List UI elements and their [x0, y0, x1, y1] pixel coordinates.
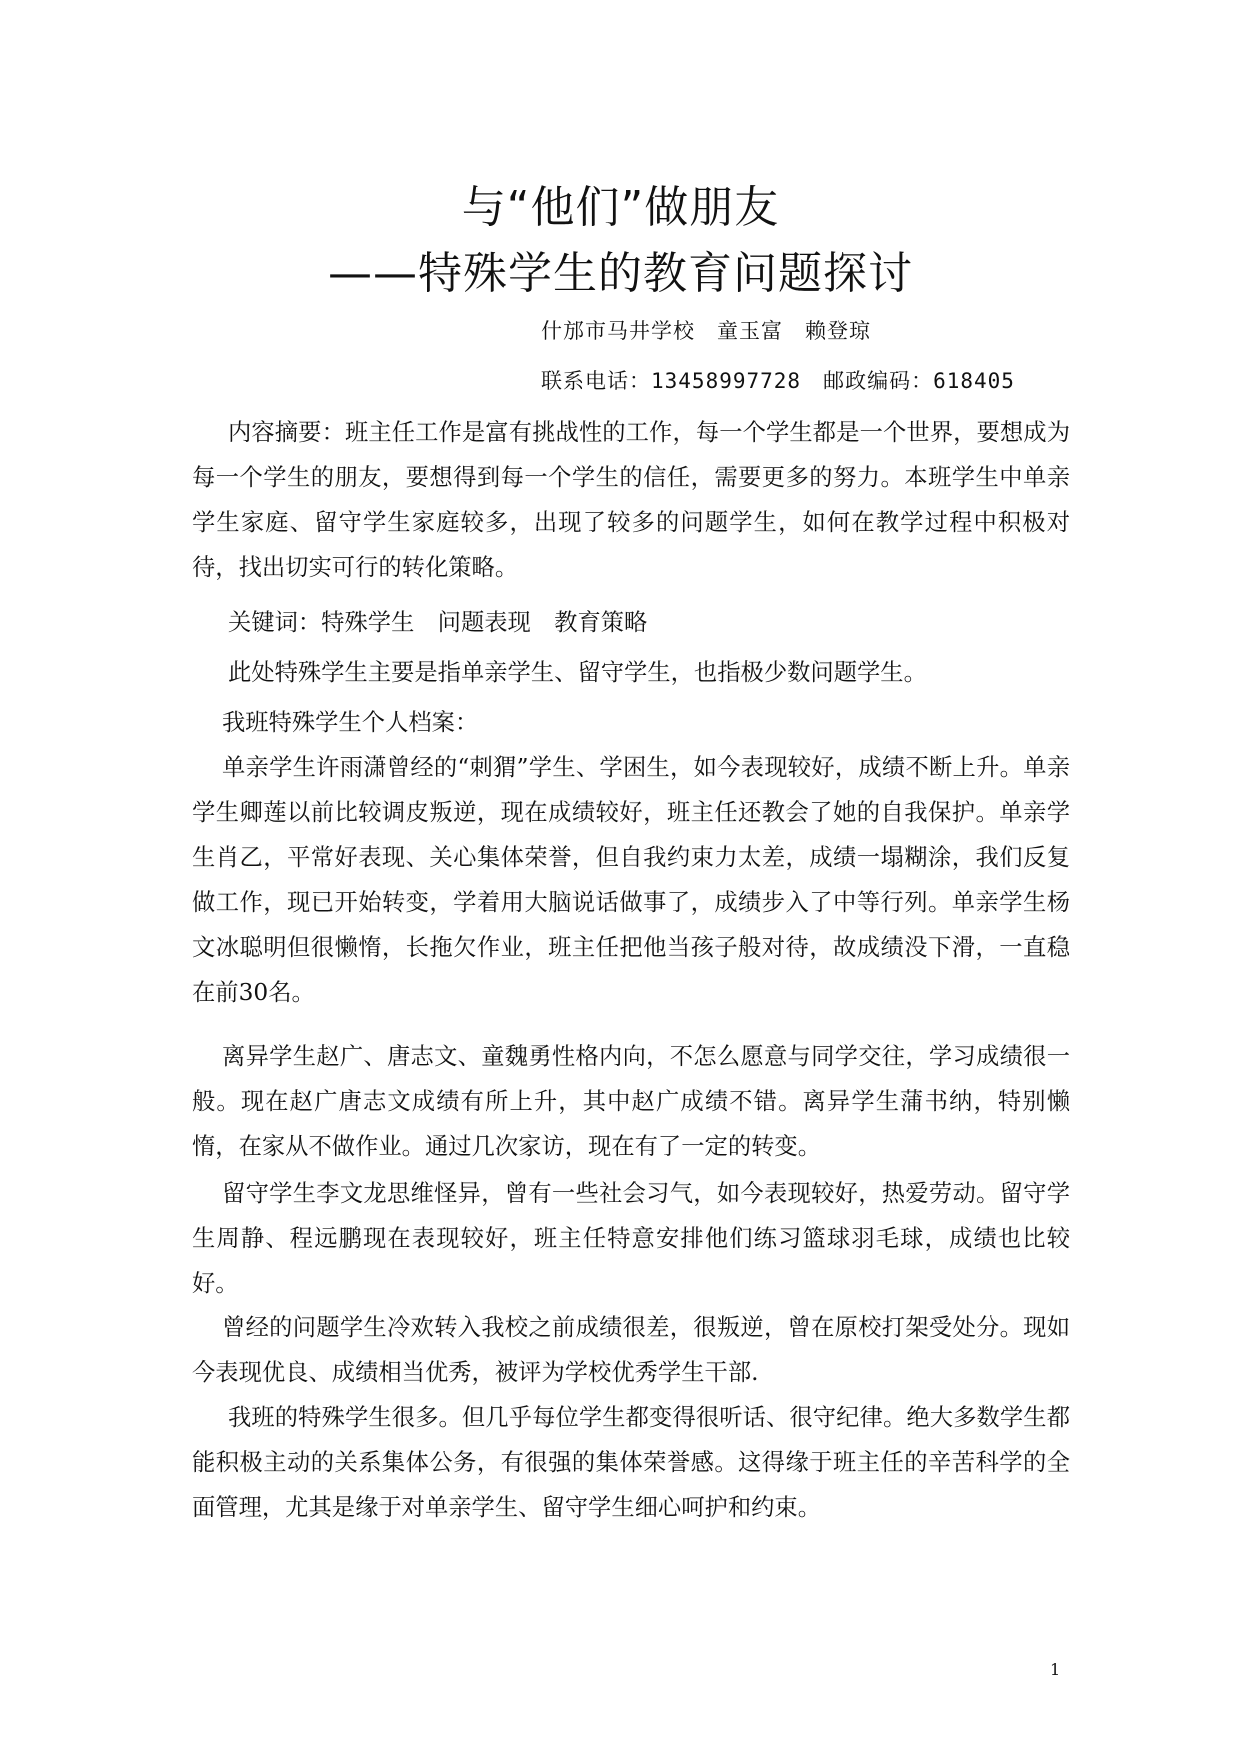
left-behind-paragraph: 留守学生李文龙思维怪异，曾有一些社会习气，如今表现较好，热爱劳动。留守学生周静、程远鹏现在表现较好，班主任特意安排他们练习篮球羽毛球，成绩也比较好。 — [192, 1180, 1070, 1297]
single-parent-paragraph: 单亲学生许雨潇曾经的“刺猬”学生、学困生，如今表现较好，成绩不断上升。单亲学生卿莲以前比较调皮叛逆，现在成绩较好，班主任还教会了她的自我保护。单亲学生肖乙，平常好表现、关心集体荣誉，但自我约束力太差，成绩一塌糊涂，我们反复做工作，现已开始转变，学着用大脑说话做事了，成绩步入了中等行列。单亲学生杨文冰聪明但很懒惰，长拖欠作业，班主任把他当孩子般对待，故成绩没下滑，一直稳在前30名。 — [192, 754, 1070, 1006]
summary-paragraph: 我班的特殊学生很多。但几乎每位学生都变得很听话、很守纪律。绝大多数学生都能积极主动的关系集体公务，有很强的集体荣誉感。这得缘于班主任的辛苦科学的全面管理，尤其是缘于对单亲学生、留守学生细心呵护和约束。 — [192, 1404, 1070, 1521]
contact-line: 联系电话：13458997728 邮政编码：618405 — [541, 369, 1015, 393]
archive-heading: 我班特殊学生个人档案： — [222, 709, 479, 736]
page-subtitle: ——特殊学生的教育问题探讨 — [328, 248, 913, 299]
authors-line: 什邡市马井学校 童玉富 赖登琼 — [541, 319, 871, 343]
abstract-paragraph: 内容摘要：班主任工作是富有挑战性的工作，每一个学生都是一个世界，要想成为每一个学生的朋友，要想得到每一个学生的信任，需要更多的努力。本班学生中单亲学生家庭、留守学生家庭较多，出现了较多的问题学生，如何在教学过程中积极对待，找出切实可行的转化策略。 — [192, 419, 1070, 581]
page-title: 与“他们”做朋友 — [461, 182, 780, 233]
page-number: 1 — [1050, 1660, 1061, 1679]
problem-student-paragraph: 曾经的问题学生冷欢转入我校之前成绩很差，很叛逆，曾在原校打架受处分。现如今表现优良、成绩相当优秀，被评为学校优秀学生干部. — [192, 1314, 1070, 1386]
keywords-paragraph: 关键词：特殊学生 问题表现 教育策略 — [228, 609, 648, 636]
definition-paragraph: 此处特殊学生主要是指单亲学生、留守学生，也指极少数问题学生。 — [228, 659, 927, 686]
divorced-paragraph: 离异学生赵广、唐志文、童魏勇性格内向，不怎么愿意与同学交往，学习成绩很一般。现在赵广唐志文成绩有所上升，其中赵广成绩不错。离异学生蒲书纳，特别懒惰，在家从不做作业。通过几次家访，现在有了一定的转变。 — [192, 1043, 1070, 1160]
